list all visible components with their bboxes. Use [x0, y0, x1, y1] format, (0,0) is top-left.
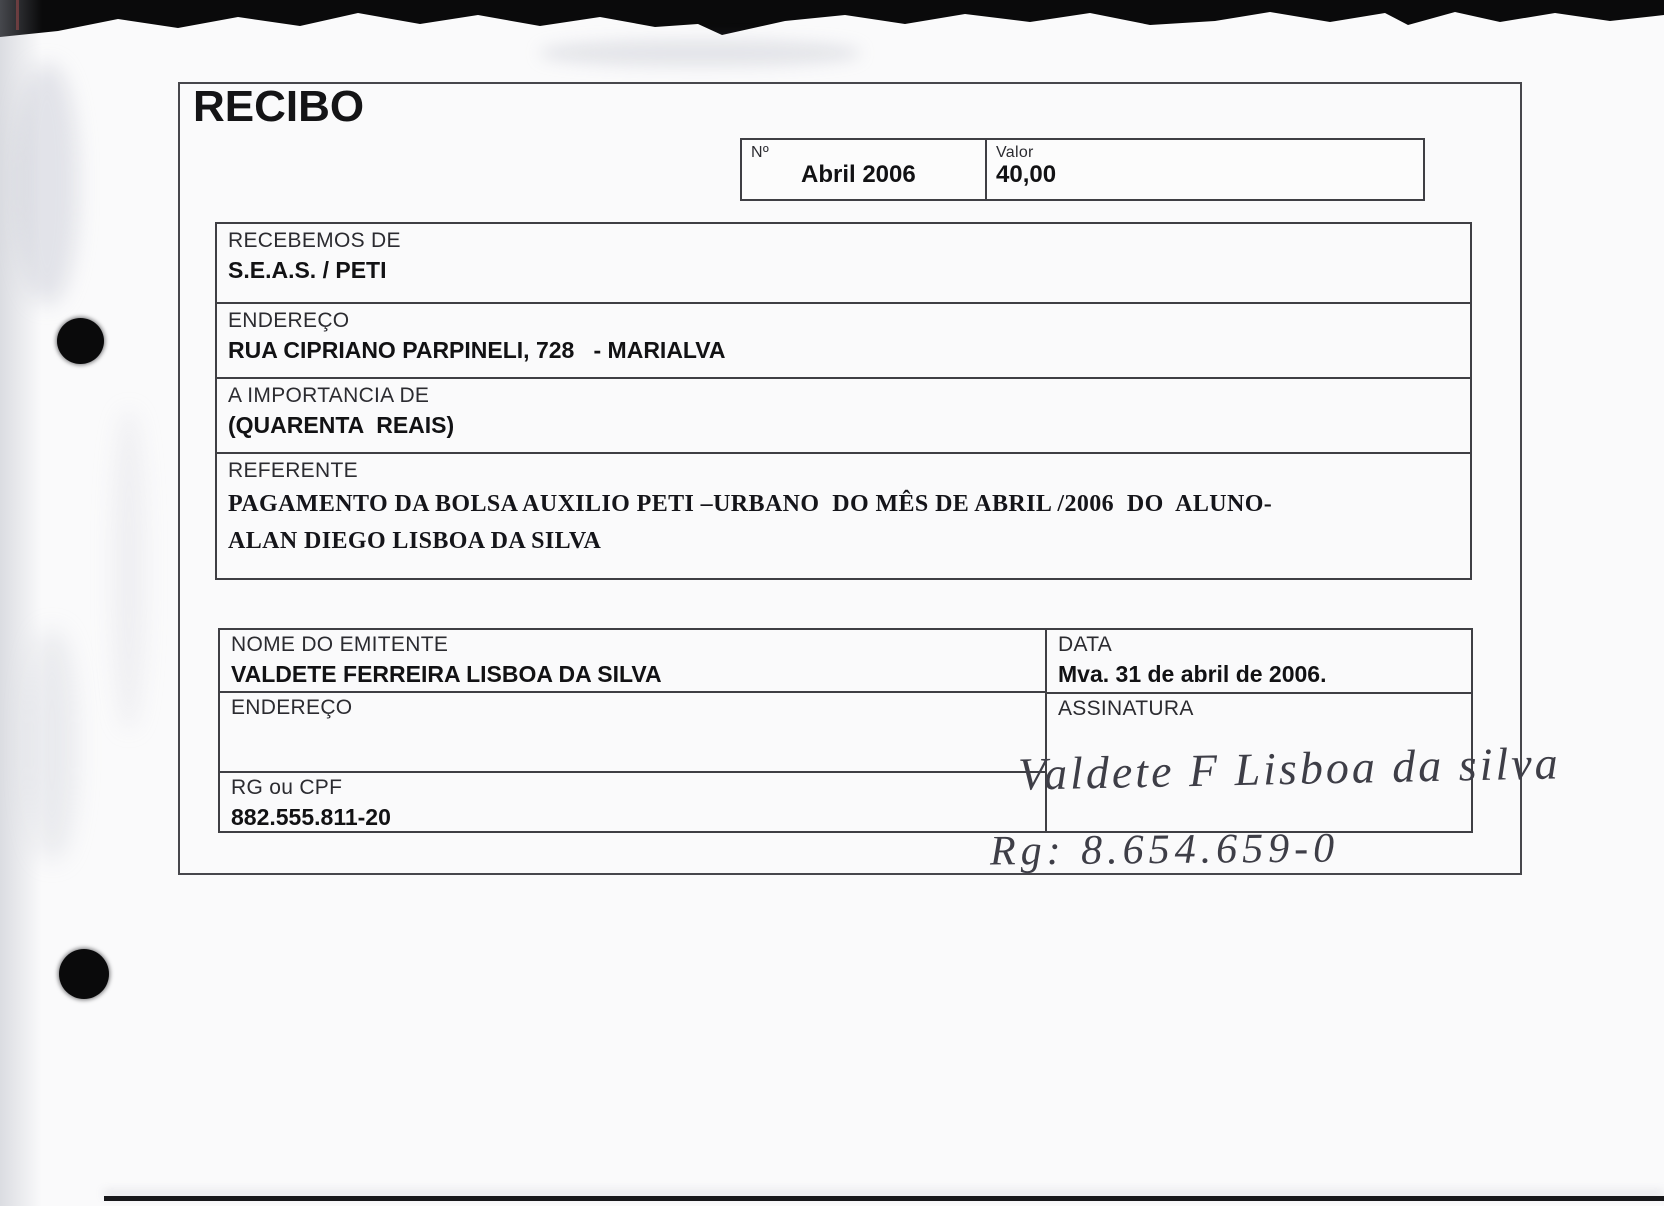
- date-value: Mva. 31 de abril de 2006.: [1058, 661, 1327, 687]
- issuer-table: [218, 628, 1473, 833]
- received-from-value: S.E.A.S. / PETI: [228, 257, 387, 283]
- number-cell: [742, 140, 987, 199]
- date-label: DATA: [1058, 633, 1113, 656]
- signature-label: ASSINATURA: [1058, 697, 1194, 720]
- paper-bottom-edge: [104, 1196, 1664, 1201]
- punch-hole-top: [57, 318, 104, 364]
- date-cell: [1047, 630, 1471, 694]
- torn-top-edge: [0, 0, 1664, 44]
- scan-smudge: [28, 630, 76, 860]
- amount-words-label: A IMPORTANCIA DE: [228, 384, 430, 407]
- handwritten-rg-number: Rg: 8.654.659-0: [989, 825, 1340, 875]
- issuer-left-column: [220, 630, 1047, 831]
- amount-words-value: (QUARENTA REAIS): [228, 412, 455, 438]
- reference-line1: PAGAMENTO DA BOLSA AUXILIO PETI –URBANO DO MÊS DE ABRIL /2006 DO ALUNO-: [228, 491, 1273, 517]
- issuer-address-cell: [220, 693, 1045, 773]
- punch-hole-bottom: [59, 949, 109, 999]
- handwritten-signature: Valdete F Lisboa da silva: [1017, 737, 1562, 800]
- value-amount: 40,00: [996, 161, 1057, 188]
- received-from-label: RECEBEMOS DE: [228, 229, 401, 252]
- amount-words-row: [217, 379, 1470, 454]
- receipt-title: RECIBO: [193, 82, 365, 131]
- number-value-table: [740, 138, 1425, 201]
- number-value: Abril 2006: [801, 161, 916, 188]
- scan-smudge: [540, 40, 860, 66]
- scan-smudge: [16, 64, 78, 304]
- scan-smudge: [112, 410, 146, 730]
- number-label: Nº: [751, 144, 769, 161]
- issuer-name-value: VALDETE FERREIRA LISBOA DA SILVA: [231, 661, 662, 687]
- reference-row: [217, 454, 1470, 578]
- reference-line2: ALAN DIEGO LISBOA DA SILVA: [228, 528, 602, 554]
- address-label: ENDEREÇO: [228, 309, 350, 332]
- issuer-address-label: ENDEREÇO: [231, 696, 353, 720]
- rg-cpf-cell: [220, 773, 1045, 831]
- issuer-name-label: NOME DO EMITENTE: [231, 633, 449, 656]
- reference-label: REFERENTE: [228, 459, 358, 482]
- receipt-body-table: [215, 222, 1472, 580]
- address-value: RUA CIPRIANO PARPINELI, 728 - MARIALVA: [228, 337, 726, 363]
- value-cell: [987, 140, 1423, 199]
- issuer-right-column: [1047, 630, 1471, 831]
- received-from-row: [217, 224, 1470, 304]
- value-label: Valor: [996, 144, 1034, 161]
- address-row: [217, 304, 1470, 379]
- rg-cpf-label: RG ou CPF: [231, 776, 343, 799]
- rg-cpf-value: 882.555.811-20: [231, 804, 391, 830]
- issuer-name-cell: [220, 630, 1045, 693]
